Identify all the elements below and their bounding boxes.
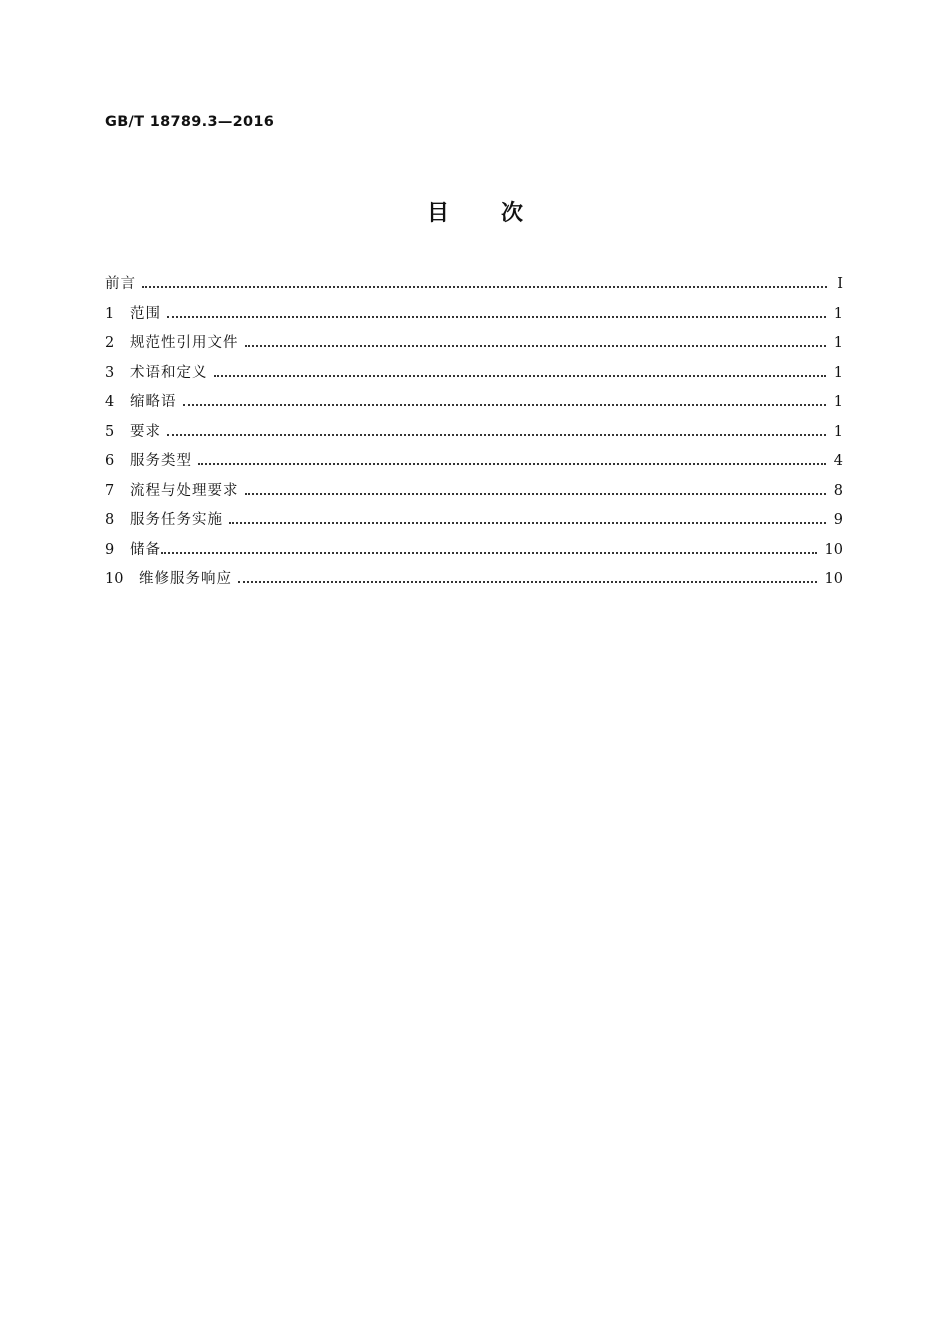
page-title-char-1: 目 — [426, 201, 449, 226]
toc-dot-leader — [142, 272, 827, 288]
toc-dot-leader — [167, 420, 826, 436]
toc-entry-label: 要求 — [130, 423, 161, 440]
toc-dot-leader — [245, 331, 826, 347]
toc-entry-9[interactable] — [105, 538, 843, 568]
toc-entry-page: 9 — [833, 512, 843, 528]
toc-entry-label: 前言 — [105, 276, 136, 292]
toc-entry-number: 9 — [105, 541, 115, 558]
toc-entry-2[interactable] — [105, 331, 843, 361]
toc-entry-1[interactable] — [105, 302, 843, 332]
toc-entry-8[interactable] — [105, 508, 843, 538]
page-title-char-2: 次 — [501, 201, 524, 226]
toc-entry-page: 1 — [833, 305, 843, 322]
toc-entry-label: 术语和定义 — [130, 364, 208, 381]
table-of-contents — [105, 272, 843, 597]
toc-dot-leader — [161, 538, 817, 554]
toc-entry-label: 维修服务响应 — [139, 571, 232, 587]
toc-entry-label: 流程与处理要求 — [130, 482, 239, 499]
toc-entry-label: 储备 — [130, 541, 161, 558]
toc-dot-leader — [183, 390, 826, 406]
toc-entry-number: 4 — [105, 394, 115, 410]
toc-entry-10[interactable] — [105, 567, 843, 597]
toc-entry-page: 10 — [824, 541, 843, 558]
toc-entry-3[interactable] — [105, 361, 843, 391]
toc-entry-page: 1 — [833, 423, 843, 440]
toc-entry-number: 1 — [105, 305, 115, 322]
toc-entry-6[interactable] — [105, 449, 843, 479]
toc-entry-label: 规范性引用文件 — [130, 335, 239, 351]
toc-entry-foreword[interactable] — [105, 272, 843, 302]
toc-entry-number: 3 — [105, 364, 115, 381]
toc-dot-leader — [245, 479, 826, 495]
toc-entry-page: 1 — [833, 335, 843, 351]
toc-entry-label: 范围 — [130, 305, 161, 322]
toc-entry-4[interactable] — [105, 390, 843, 420]
toc-entry-page: Ⅰ — [837, 276, 843, 292]
toc-entry-number: 10 — [105, 571, 124, 587]
toc-entry-number: 6 — [105, 453, 115, 469]
toc-entry-page: 1 — [833, 394, 843, 410]
toc-dot-leader — [167, 302, 826, 318]
toc-entry-7[interactable] — [105, 479, 843, 509]
toc-dot-leader — [238, 567, 817, 583]
toc-entry-5[interactable] — [105, 420, 843, 450]
toc-entry-label: 缩略语 — [130, 394, 177, 410]
toc-entry-number: 2 — [105, 335, 115, 351]
toc-entry-label: 服务任务实施 — [130, 512, 223, 528]
toc-entry-label: 服务类型 — [130, 453, 192, 469]
toc-entry-page: 10 — [824, 571, 843, 587]
toc-dot-leader — [229, 508, 826, 524]
toc-dot-leader — [198, 449, 826, 465]
toc-dot-leader — [214, 361, 826, 377]
toc-entry-number: 8 — [105, 512, 115, 528]
standard-code: GB/T 18789.3—2016 — [105, 114, 275, 130]
toc-entry-number: 5 — [105, 423, 115, 440]
toc-entry-page: 4 — [833, 453, 843, 469]
toc-entry-page: 1 — [833, 364, 843, 381]
page-title — [0, 196, 950, 227]
toc-entry-page: 8 — [833, 482, 843, 499]
toc-entry-number: 7 — [105, 482, 115, 499]
